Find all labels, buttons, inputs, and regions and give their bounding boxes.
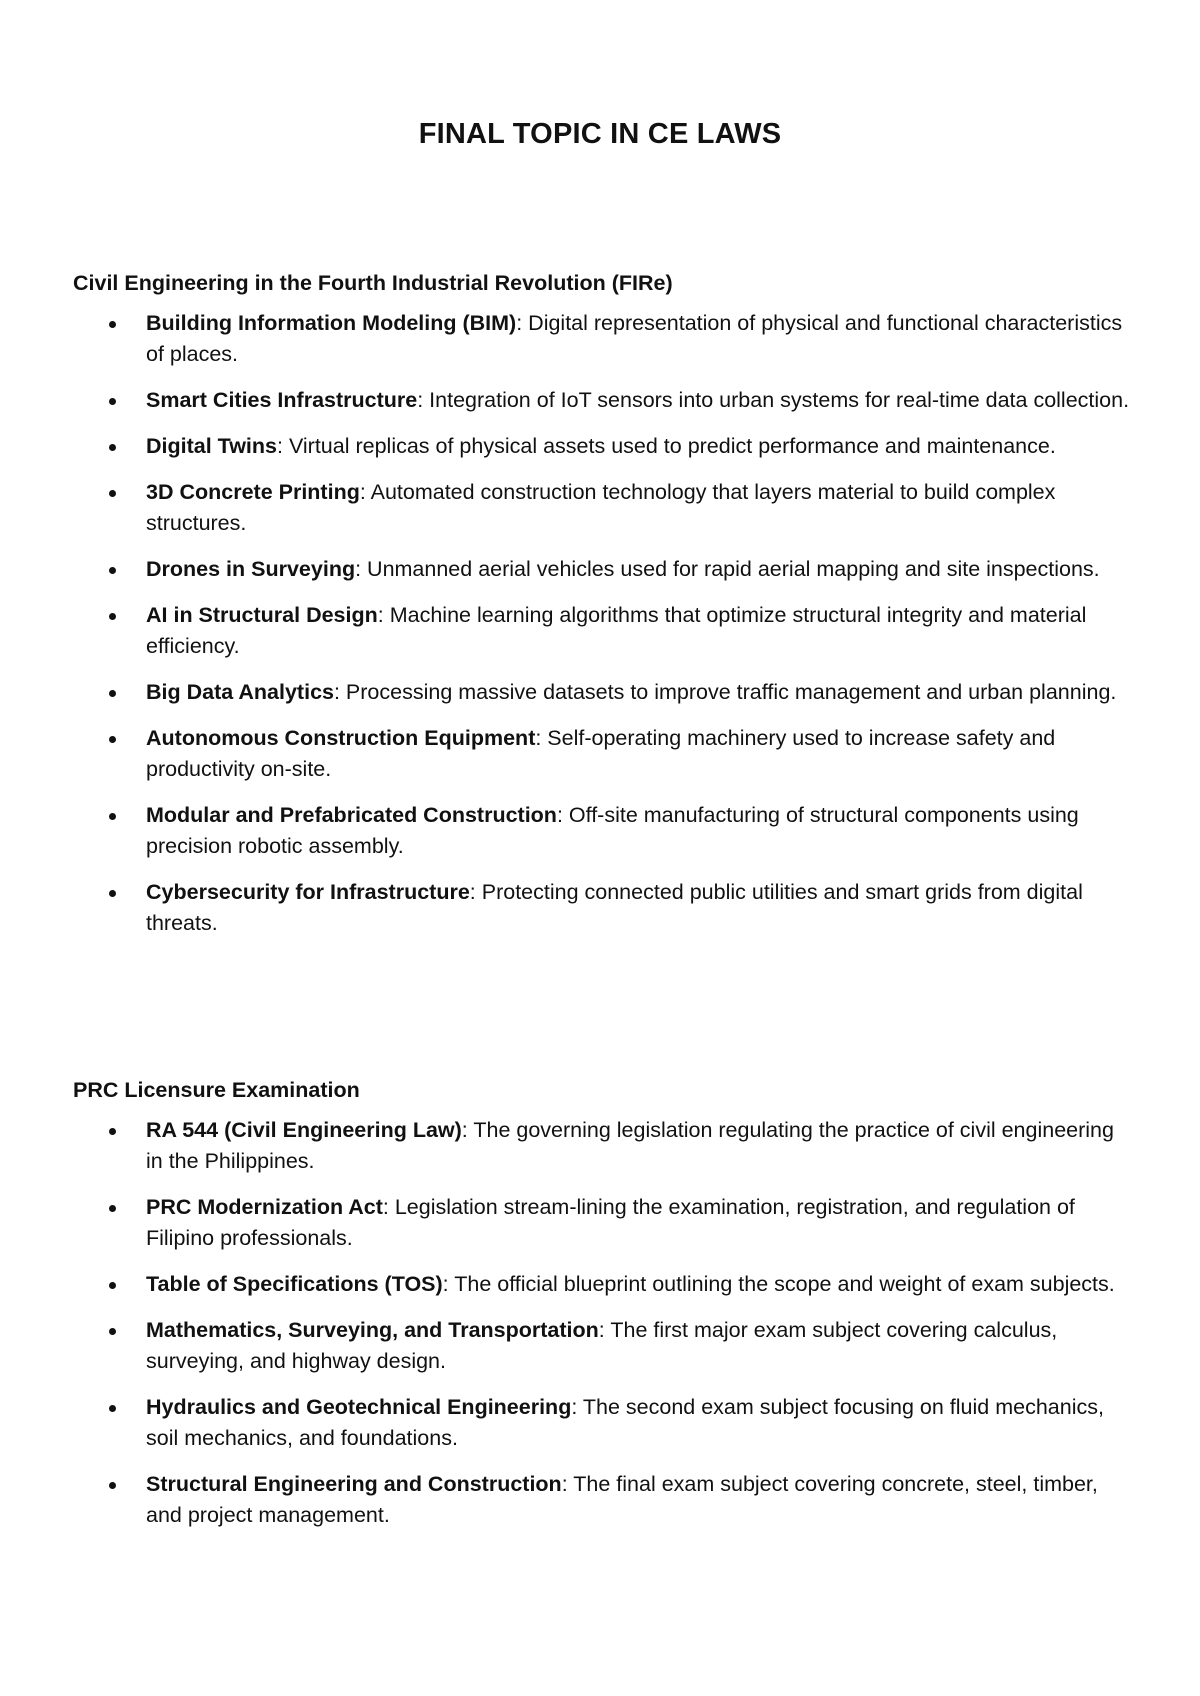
- bullet-list: [73, 1115, 1133, 1531]
- list-item: [73, 1392, 1133, 1454]
- bullet-icon: [109, 1328, 116, 1335]
- item-term: Modular and Prefabricated Construction: [146, 803, 557, 827]
- bullet-list: [73, 308, 1133, 939]
- item-term: Smart Cities Infrastructure: [146, 388, 418, 412]
- item-term: Mathematics, Surveying, and Transportation: [146, 1318, 599, 1342]
- bullet-icon: [109, 444, 116, 451]
- item-definition: : Automated construction technology that layers material to build complex structures.: [146, 480, 1056, 535]
- list-item: [73, 385, 1133, 416]
- item-definition: : Processing massive datasets to improve traffic management and urban planning.: [333, 680, 1117, 704]
- item-definition: : Integration of IoT sensors into urban systems for real-time data collection.: [417, 388, 1130, 412]
- bullet-icon: [109, 1205, 116, 1212]
- bullet-icon: [109, 1128, 116, 1135]
- item-definition: : Virtual replicas of physical assets used to predict performance and maintenance.: [277, 434, 1056, 458]
- list-item: [73, 1115, 1133, 1177]
- section-heading: PRC Licensure Examination: [73, 1078, 360, 1102]
- list-item: [73, 554, 1133, 585]
- item-term: PRC Modernization Act: [146, 1195, 383, 1219]
- item-term: AI in Structural Design: [146, 603, 378, 627]
- section-fire: [73, 268, 1133, 954]
- bullet-icon: [109, 398, 116, 405]
- item-term: Digital Twins: [146, 434, 277, 458]
- document-title: FINAL TOPIC IN CE LAWS: [418, 118, 782, 150]
- bullet-icon: [109, 490, 116, 497]
- item-term: Building Information Modeling (BIM): [146, 311, 517, 335]
- bullet-icon: [109, 890, 116, 897]
- list-item: [73, 677, 1133, 708]
- item-term: Autonomous Construction Equipment: [146, 726, 536, 750]
- item-definition: : Machine learning algorithms that optimize structural integrity and material efficiency.: [146, 603, 1087, 658]
- list-item: [73, 477, 1133, 539]
- list-item: [73, 1192, 1133, 1254]
- item-definition: : The official blueprint outlining the scope and weight of exam subjects.: [442, 1272, 1115, 1296]
- list-item: [73, 723, 1133, 785]
- item-definition: : Legislation stream-lining the examination, registration, and regulation of Filipino professionals.: [146, 1195, 1075, 1250]
- bullet-icon: [109, 1282, 116, 1289]
- item-definition: : Self-operating machinery used to increase safety and productivity on-site.: [146, 726, 1056, 781]
- list-item: [73, 431, 1133, 462]
- bullet-icon: [109, 321, 116, 328]
- item-definition: : The governing legislation regulating the practice of civil engineering in the Philippines.: [146, 1118, 1114, 1173]
- item-term: Table of Specifications (TOS): [146, 1272, 443, 1296]
- list-item: [73, 1469, 1133, 1531]
- list-item: [73, 1315, 1133, 1377]
- item-definition: : Unmanned aerial vehicles used for rapid aerial mapping and site inspections.: [355, 557, 1100, 581]
- item-definition: : Off-site manufacturing of structural components using precision robotic assembly.: [146, 803, 1079, 858]
- bullet-icon: [109, 813, 116, 820]
- bullet-icon: [109, 1405, 116, 1412]
- item-term: 3D Concrete Printing: [146, 480, 360, 504]
- bullet-icon: [109, 690, 116, 697]
- item-term: Drones in Surveying: [146, 557, 356, 581]
- bullet-icon: [109, 567, 116, 574]
- item-definition: : The final exam subject covering concrete, steel, timber, and project management.: [146, 1472, 1098, 1527]
- bullet-icon: [109, 736, 116, 743]
- item-term: Big Data Analytics: [146, 680, 334, 704]
- list-item: [73, 600, 1133, 662]
- item-term: Structural Engineering and Construction: [146, 1472, 562, 1496]
- bullet-icon: [109, 1482, 116, 1489]
- item-term: Hydraulics and Geotechnical Engineering: [146, 1395, 572, 1419]
- item-definition: : The first major exam subject covering calculus, surveying, and highway design.: [146, 1318, 1058, 1373]
- list-item: [73, 308, 1133, 370]
- item-term: RA 544 (Civil Engineering Law): [146, 1118, 462, 1142]
- item-definition: : Digital representation of physical and functional characteristics of places.: [146, 311, 1123, 366]
- item-definition: : Protecting connected public utilities and smart grids from digital threats.: [146, 880, 1083, 935]
- list-item: [73, 877, 1133, 939]
- list-item: [73, 800, 1133, 862]
- list-item: [73, 1269, 1133, 1300]
- item-term: Cybersecurity for Infrastructure: [146, 880, 470, 904]
- item-definition: : The second exam subject focusing on fluid mechanics, soil mechanics, and foundations.: [146, 1395, 1104, 1450]
- section-prc: [73, 1075, 1133, 1546]
- bullet-icon: [109, 613, 116, 620]
- section-heading: Civil Engineering in the Fourth Industrial Revolution (FIRe): [73, 271, 673, 295]
